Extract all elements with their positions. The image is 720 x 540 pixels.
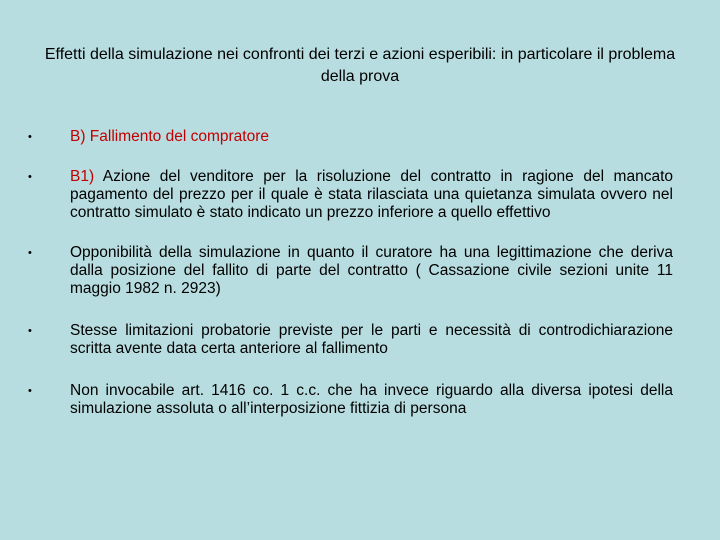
list-item [28, 168, 673, 222]
bullet-prefix: B) Fallimento del compratore [70, 128, 269, 145]
bullet-text [70, 168, 673, 222]
bullet-marker: • [28, 131, 32, 143]
bullet-text [70, 244, 673, 298]
bullet-body: Azione del venditore per la risoluzione del contratto in ragione del mancato pagamento del prezzo per il quale è stata rilasciata una quietanza simulata ovvero nel contratto simulato è stato indicato un prezzo inferiore a quello effettivo [70, 168, 673, 221]
bullet-list [28, 128, 673, 418]
bullet-text [70, 382, 673, 418]
slide-title: Effetti della simulazione nei confronti dei terzi e azioni esperibili: in particolare il problema della prova [44, 46, 676, 85]
bullet-text [70, 128, 673, 146]
bullet-body: Stesse limitazioni probatorie previste per le parti e necessità di controdichiarazione scritta avente data certa anteriore al fallimento [70, 322, 673, 357]
list-item [28, 382, 673, 418]
bullet-marker: • [28, 385, 32, 397]
bullet-marker: • [28, 171, 32, 183]
bullet-prefix: B1) [70, 168, 95, 185]
list-item [28, 244, 673, 298]
bullet-body: Opponibilità della simulazione in quanto il curatore ha una legittimazione che deriva dalla posizione del fallito di parte del contratto ( Cassazione civile sezioni unite 11 maggio 1982 n. 2923) [70, 244, 673, 297]
list-item [28, 322, 673, 358]
bullet-text [70, 322, 673, 358]
list-item [28, 128, 673, 146]
bullet-body: Non invocabile art. 1416 co. 1 c.c. che ha invece riguardo alla diversa ipotesi della simulazione assoluta o all’interposizione fittizia di persona [70, 382, 673, 417]
bullet-marker: • [28, 247, 32, 259]
bullet-marker: • [28, 325, 32, 337]
